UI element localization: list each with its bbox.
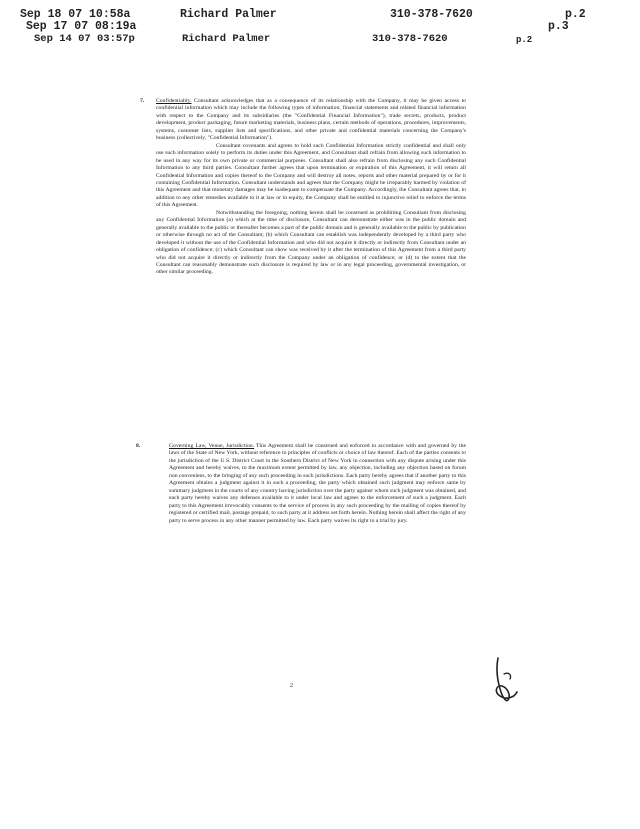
fax-sender: Richard Palmer [182, 33, 271, 45]
section-heading: Confidentiality. [156, 98, 192, 104]
section-heading: Governing Law, Venue, Jurisdiction. [169, 443, 255, 449]
paragraph-2: Consultant covenants and agrees to hold such Confidential Information strictly confidential and shall only use such information solely to perform its duties under this Agreement, and Consultant shall refrain from allowing such information to be used in any way for its own private or commercial purposes. Consultant shall also refrain from disclosing any such Confidential Information to any third parties. Consultant further agrees that upon termination or expiration of this Agreement, it will return all Confidential Information and copies thereof to the Company and will destroy all notes, reports and other material prepared by or for it containing Confidential Information. Consultant understands and agrees that the Company might be irreparably harmed by violation of this Agreement and that monetary damages may be inadequate to compensate the Company. Accordingly, the Consultant agrees that, in addition to any other remedies available to it at law or in equity, the Company shall be entitled to injunctive relief to enforce the terms of this Agreement. [156, 142, 466, 209]
section-number: 7. [140, 98, 145, 104]
page-number: 2 [290, 683, 293, 689]
fax-datetime: Sep 14 07 03:57p [34, 33, 135, 45]
paragraph-text: This Agreement shall be construed and enforced in accordance with and governed by the laws of the State of New York, without reference to principles of conflicts or choice of law thereof. Each of the parties consents to the jurisdiction of the U.S. District Court in the Southern District of New York in connection with any dispute arising under this Agreement and hereby waives, to the maximum extent permitted by law, any objection, including any objection based on forum non conveniens, to the bringing of any such proceeding in such jurisdictions. Each party hereby agrees that if another party to this Agreement obtains a judgment against it in such a proceeding, the party which obtained such judgment may enforce same by summary judgment in the courts of any country having jurisdiction over the party against whom such judgment was obtained, and each party hereby waives any defenses available to it under local law and agrees to the enforcement of such a judgment. Each party to this Agreement irrevocably consents to the service of process in any such proceeding by the mailing of copies thereof by registered or certified mail, postage prepaid, to such party at it address set forth herein. Nothing herein shall affect the right of any party to serve process in any other manner permitted by law. Each party waives its right to a trial by jury. [169, 443, 466, 524]
section-governing-law [136, 443, 466, 525]
paragraph-text: Consultant acknowledges that as a consequence of its relationship with the Company, it may be given access to confidential information which may include the following types of information; financial statements and related financial information with respect to the Company and its subsidiaries (the "Confidential Financial Information"), trade secrets, products, product development, product packaging, future marketing materials, business plans, certain methods of operations, procedures, improvements, systems, customer lists, supplier lists and specifications, and other private and confidential materials concerning the Company's business (collectively, "Confidential Information"). [156, 98, 467, 142]
section-confidentiality [140, 98, 466, 277]
paragraph-1 [169, 443, 466, 525]
fax-phone: 310-378-7620 [390, 8, 473, 21]
fax-sender: Richard Palmer [180, 8, 277, 21]
fax-phone: 310-378-7620 [372, 33, 448, 45]
fax-page: p.2 [565, 8, 586, 21]
fax-datetime: Sep 18 07 10:58a [20, 8, 131, 21]
handwritten-initials-icon [484, 652, 524, 712]
paragraph-3: Notwithstanding the foregoing, nothing herein shall be construed as prohibiting Consultant from disclosing any Confidential Information (a) which at the time of disclosure, Consultant can demonstrate either was in the public domain and generally available to the public or thereafter becomes a part of the public domain and is generally available to the public by publication or otherwise through no act of the Consultant; (b) which Consultant can establish was independently developed by a third party who developed it without the use of the Confidential Information and who did not acquire it directly or indirectly from Consultant under an obligation of confidence; (c) which Consultant can show was received by it after the termination of this Agreement from a third party who did not acquire it directly or indirectly from the Company under an obligation of confidence; or (d) to the extent that the Consultant can reasonably demonstrate such disclosure is required by law or in any legal proceeding, governmental investigation, or other similar proceeding. [156, 209, 466, 276]
paragraph-1 [156, 98, 466, 143]
section-number: 8. [136, 443, 141, 449]
fax-page: p.2 [516, 35, 533, 45]
fax-datetime: Sep 17 07 08:19a [26, 20, 137, 33]
fax-page: p.3 [548, 20, 569, 33]
